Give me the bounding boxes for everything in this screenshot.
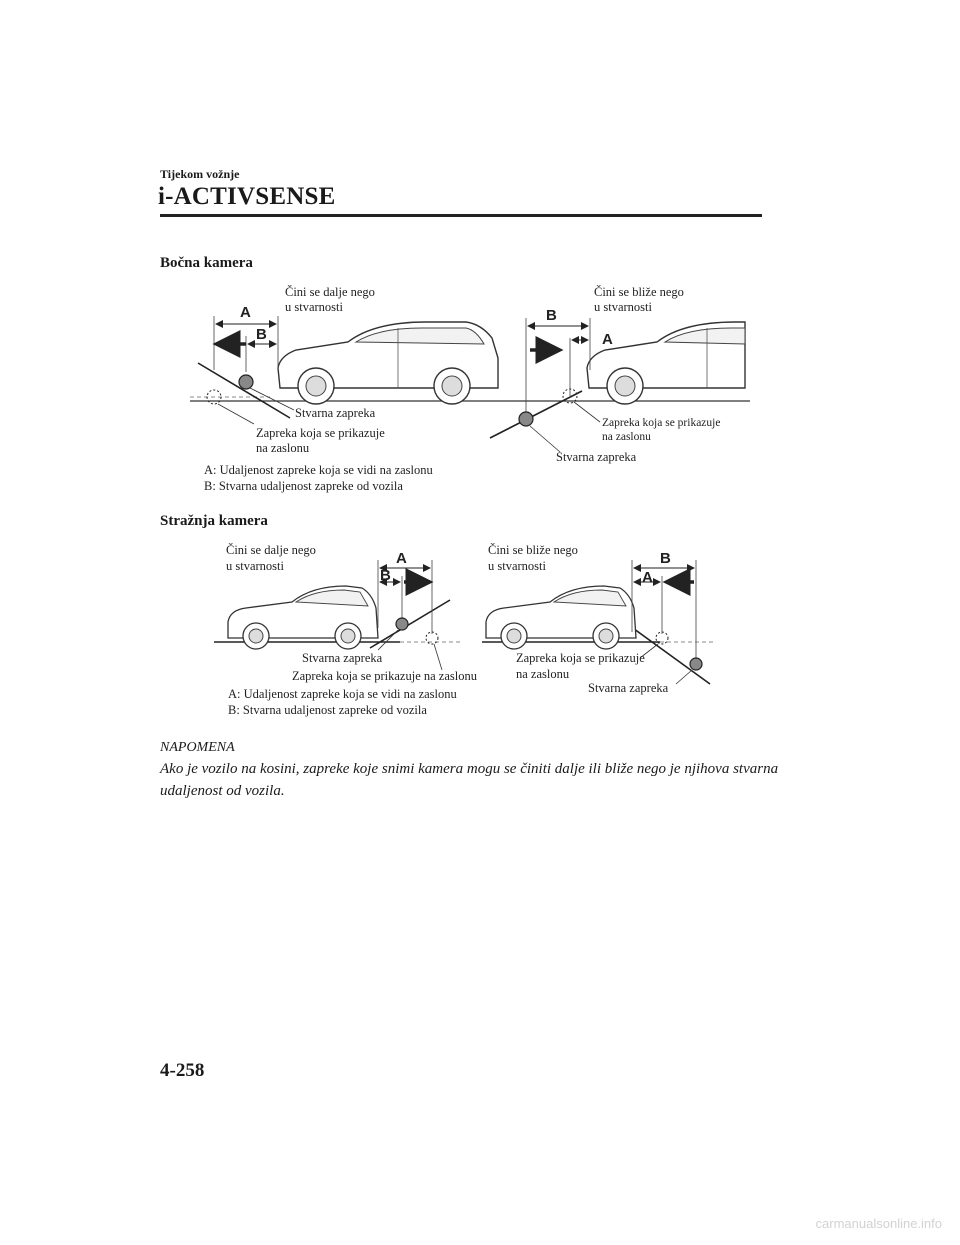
rear-left-displayed-label: Zapreka koja se prikazuje na zaslonu [292,669,477,683]
side-right-real-label: Stvarna zapreka [556,450,637,464]
rear-right-letter-b: B [660,550,671,567]
car-rear-left [228,586,378,649]
side-camera-heading: Bočna kamera [160,255,253,271]
slope-line [198,363,290,418]
car-rear-right [486,586,636,649]
page-number: 4-258 [160,1060,205,1081]
side-legend-a: A: Udaljenost zapreke koja se vidi na zaslonu [204,463,433,477]
breadcrumb: Tijekom vožnje [160,167,240,181]
side-right-callout: Čini se bliže nego [594,285,684,299]
rear-camera-diagram [200,538,740,724]
watermark: carmanualsonline.info [815,1216,942,1231]
svg-text:na zaslonu: na zaslonu [602,431,651,443]
side-right-letter-b: B [546,307,557,324]
note-title: NAPOMENA [160,740,235,755]
side-legend-b: B: Stvarna udaljenost zapreke od vozila [204,479,403,493]
svg-text:na zaslonu: na zaslonu [516,667,570,681]
section-title: i-ACTIVSENSE [158,183,336,210]
rear-legend-b: B: Stvarna udaljenost zapreke od vozila [228,703,427,717]
svg-text:na zaslonu: na zaslonu [256,441,310,455]
side-left-callout: Čini se dalje nego [285,285,375,299]
note-text: Ako je vozilo na kosini, zapreke koje snimi kamera mogu se činiti dalje ili bliže nego je njihova stvarna udaljenost od vozila. [160,761,779,799]
side-right-letter-a: A [602,331,613,348]
rear-right-displayed-label: Zapreka koja se prikazuje [516,651,645,665]
car-side-left [278,322,498,404]
side-left-letter-a: A [240,304,251,321]
rear-right-real-label: Stvarna zapreka [588,681,669,695]
real-obstacle-marker [239,375,253,389]
rear-left-callout: Čini se dalje nego [226,543,316,557]
side-camera-diagram [190,278,750,500]
side-right-displayed-label: Zapreka koja se prikazuje [602,417,721,429]
side-left-displayed-label: Zapreka koja se prikazuje [256,426,385,440]
svg-text:u stvarnosti: u stvarnosti [285,300,343,314]
side-left-letter-b: B [256,326,267,343]
rear-camera-heading: Stražnja kamera [160,513,268,529]
rear-left-real-label: Stvarna zapreka [302,651,383,665]
rear-left-letter-b: B [380,567,391,584]
svg-text:u stvarnosti: u stvarnosti [226,559,284,573]
svg-text:u stvarnosti: u stvarnosti [594,300,652,314]
header-divider [160,214,762,217]
rear-left-letter-a: A [396,550,407,567]
rear-right-letter-a: A [642,569,653,586]
rear-legend-a: A: Udaljenost zapreke koja se vidi na zaslonu [228,687,457,701]
svg-text:u stvarnosti: u stvarnosti [488,559,546,573]
side-left-real-label: Stvarna zapreka [295,406,376,420]
rear-right-callout: Čini se bliže nego [488,543,578,557]
